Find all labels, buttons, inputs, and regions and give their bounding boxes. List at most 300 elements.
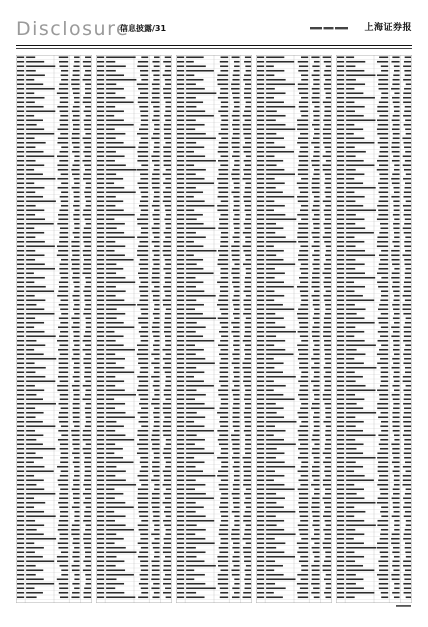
cell-number-glyphs (74, 371, 80, 373)
cell-number-glyphs (234, 290, 239, 292)
cell-number-glyphs (244, 61, 251, 63)
cell-name-glyphs (266, 394, 283, 396)
cell-name-glyphs (346, 191, 354, 193)
cell-code-glyphs (177, 218, 184, 220)
cell-number-glyphs (85, 407, 91, 409)
cell-number-glyphs (58, 479, 69, 481)
cell-name-glyphs (106, 403, 125, 405)
cell-number-glyphs (403, 362, 411, 364)
cell-number-glyphs (392, 173, 399, 175)
cell-number-glyphs (393, 214, 400, 216)
cell-number-glyphs (326, 259, 331, 261)
cell-number-glyphs (141, 587, 148, 589)
cell-number-glyphs (85, 380, 91, 382)
cell-number-glyphs (298, 227, 308, 229)
cell-code-glyphs (177, 236, 184, 238)
cell-name-glyphs (106, 578, 116, 580)
cell-name-glyphs (186, 83, 196, 85)
cell-code-glyphs (177, 119, 184, 121)
cell-number-glyphs (154, 236, 160, 238)
cell-code-glyphs (337, 412, 344, 414)
cell-number-glyphs (245, 439, 251, 441)
cell-number-glyphs (325, 430, 331, 432)
cell-code-glyphs (17, 367, 24, 369)
cell-number-glyphs (152, 241, 160, 243)
cell-number-glyphs (298, 83, 308, 85)
cell-number-glyphs (232, 115, 240, 117)
cell-name-glyphs (266, 205, 285, 207)
cell-number-glyphs (380, 551, 388, 553)
listing-columns (16, 55, 412, 603)
cell-code-glyphs (257, 259, 264, 261)
disclosure-listing (16, 55, 412, 603)
cell-code-glyphs (177, 430, 184, 432)
cell-number-glyphs (392, 142, 400, 144)
cell-number-glyphs (298, 596, 308, 598)
cell-number-glyphs (314, 533, 320, 535)
cell-code-glyphs (337, 380, 344, 382)
cell-code-glyphs (337, 196, 344, 198)
cell-number-glyphs (59, 538, 68, 540)
cell-name-glyphs (346, 308, 365, 310)
cell-number-glyphs (85, 470, 91, 472)
cell-number-glyphs (154, 146, 160, 148)
cell-name-glyphs (266, 529, 284, 531)
cell-number-glyphs (84, 308, 91, 310)
cell-name-glyphs (106, 79, 136, 81)
cell-name-glyphs (106, 416, 135, 418)
cell-number-glyphs (58, 547, 68, 549)
cell-number-glyphs (221, 56, 229, 58)
cell-number-glyphs (377, 457, 388, 459)
cell-number-glyphs (326, 92, 331, 94)
cell-name-glyphs (346, 497, 364, 499)
cell-number-glyphs (138, 524, 148, 526)
cell-code-glyphs (337, 533, 344, 535)
masthead-subrule (16, 48, 412, 49)
cell-name-glyphs (186, 88, 205, 90)
cell-number-glyphs (61, 425, 68, 427)
cell-number-glyphs (244, 92, 251, 94)
cell-number-glyphs (218, 146, 228, 148)
cell-number-glyphs (73, 398, 79, 400)
cell-code-glyphs (97, 529, 104, 531)
cell-code-glyphs (97, 407, 104, 409)
cell-number-glyphs (377, 524, 388, 526)
cell-name-glyphs (106, 524, 125, 526)
cell-name-glyphs (106, 146, 135, 148)
cell-number-glyphs (377, 119, 388, 121)
cell-number-glyphs (403, 164, 411, 166)
cell-code-glyphs (257, 470, 264, 472)
cell-code-glyphs (337, 232, 344, 234)
cell-number-glyphs (232, 448, 239, 450)
cell-name-glyphs (186, 565, 216, 567)
cell-number-glyphs (152, 173, 159, 175)
cell-number-glyphs (314, 371, 320, 373)
cell-code-glyphs (257, 155, 264, 157)
cell-name-glyphs (106, 119, 124, 121)
cell-number-glyphs (404, 124, 411, 126)
cell-name-glyphs (346, 439, 355, 441)
cell-code-glyphs (97, 88, 104, 90)
cell-number-glyphs (139, 106, 148, 108)
cell-number-glyphs (163, 578, 171, 580)
cell-name-glyphs (266, 209, 274, 211)
cell-number-glyphs (82, 434, 91, 436)
cell-number-glyphs (403, 416, 411, 418)
cell-number-glyphs (85, 344, 91, 346)
cell-number-glyphs (297, 196, 308, 198)
cell-code-glyphs (257, 61, 264, 63)
cell-number-glyphs (405, 547, 411, 549)
cell-name-glyphs (266, 178, 275, 180)
cell-name-glyphs (186, 466, 195, 468)
cell-number-glyphs (138, 146, 148, 148)
cell-name-glyphs (346, 574, 356, 576)
cell-code-glyphs (17, 223, 24, 225)
cell-name-glyphs (346, 506, 354, 508)
cell-number-glyphs (234, 187, 240, 189)
cell-number-glyphs (325, 205, 331, 207)
cell-number-glyphs (165, 533, 171, 535)
cell-number-glyphs (245, 511, 251, 513)
cell-name-glyphs (266, 524, 276, 526)
cell-number-glyphs (84, 227, 91, 229)
cell-number-glyphs (154, 349, 160, 351)
cell-name-glyphs (186, 551, 205, 553)
cell-name-glyphs (186, 448, 204, 450)
cell-number-glyphs (72, 592, 80, 594)
cell-number-glyphs (85, 574, 91, 576)
cell-name-glyphs (346, 128, 363, 130)
cell-number-glyphs (300, 133, 308, 135)
cell-name-glyphs (266, 506, 284, 508)
cell-name-glyphs (26, 479, 44, 481)
cell-name-glyphs (266, 461, 285, 463)
cell-code-glyphs (17, 227, 24, 229)
cell-number-glyphs (85, 133, 91, 135)
cell-code-glyphs (177, 511, 184, 513)
cell-number-glyphs (217, 475, 228, 477)
cell-number-glyphs (379, 173, 388, 175)
cell-number-glyphs (244, 137, 251, 139)
cell-name-glyphs (106, 565, 116, 567)
cell-code-glyphs (177, 515, 184, 517)
cell-name-glyphs (266, 421, 296, 423)
cell-number-glyphs (61, 277, 69, 279)
cell-code-glyphs (17, 560, 24, 562)
cell-name-glyphs (186, 200, 205, 202)
cell-code-glyphs (177, 434, 184, 436)
cell-number-glyphs (137, 151, 148, 153)
cell-number-glyphs (164, 128, 171, 130)
cell-code-glyphs (337, 200, 344, 202)
cell-name-glyphs (106, 254, 125, 256)
cell-code-glyphs (177, 574, 184, 576)
cell-number-glyphs (231, 88, 239, 90)
newspaper-name: 上海证券报 (364, 23, 412, 33)
cell-number-glyphs (85, 218, 91, 220)
cell-number-glyphs (219, 173, 228, 175)
cell-code-glyphs (177, 245, 184, 247)
cell-name-glyphs (106, 223, 125, 225)
cell-number-glyphs (140, 110, 148, 112)
cell-name-glyphs (26, 317, 35, 319)
cell-number-glyphs (83, 452, 91, 454)
cell-number-glyphs (245, 56, 251, 58)
cell-number-glyphs (60, 475, 68, 477)
cell-code-glyphs (97, 502, 104, 504)
cell-name-glyphs (346, 389, 375, 391)
cell-number-glyphs (298, 317, 309, 319)
cell-number-glyphs (245, 443, 251, 445)
cell-number-glyphs (221, 461, 228, 463)
cell-number-glyphs (405, 160, 411, 162)
cell-number-glyphs (326, 425, 331, 427)
cell-number-glyphs (154, 529, 159, 531)
cell-number-glyphs (381, 596, 388, 598)
cell-code-glyphs (97, 578, 104, 580)
cell-name-glyphs (106, 394, 136, 396)
cell-code-glyphs (337, 583, 344, 585)
cell-name-glyphs (346, 542, 364, 544)
cell-code-glyphs (177, 466, 184, 468)
cell-number-glyphs (72, 452, 79, 454)
cell-number-glyphs (139, 511, 148, 513)
cell-number-glyphs (311, 358, 319, 360)
cell-number-glyphs (244, 479, 251, 481)
cell-code-glyphs (257, 340, 264, 342)
cell-code-glyphs (97, 299, 104, 301)
cell-name-glyphs (346, 443, 363, 445)
cell-number-glyphs (233, 556, 240, 558)
cell-number-glyphs (221, 119, 228, 121)
cell-number-glyphs (324, 389, 331, 391)
cell-name-glyphs (26, 124, 37, 126)
cell-number-glyphs (325, 556, 331, 558)
cell-number-glyphs (154, 488, 159, 490)
cell-number-glyphs (323, 421, 331, 423)
cell-name-glyphs (106, 92, 115, 94)
cell-number-glyphs (405, 272, 411, 274)
cell-number-glyphs (153, 322, 160, 324)
cell-number-glyphs (325, 520, 331, 522)
cell-name-glyphs (106, 137, 116, 139)
cell-name-glyphs (186, 151, 194, 153)
cell-code-glyphs (17, 421, 24, 423)
cell-number-glyphs (74, 511, 79, 513)
cell-number-glyphs (324, 286, 331, 288)
cell-number-glyphs (153, 313, 160, 315)
cell-name-glyphs (186, 173, 196, 175)
cell-number-glyphs (301, 538, 308, 540)
cell-name-glyphs (346, 452, 363, 454)
cell-number-glyphs (154, 191, 160, 193)
cell-number-glyphs (221, 466, 228, 468)
cell-number-glyphs (392, 394, 400, 396)
cell-number-glyphs (311, 286, 319, 288)
cell-code-glyphs (177, 200, 184, 202)
cell-code-glyphs (177, 272, 184, 274)
cell-number-glyphs (58, 128, 69, 130)
cell-number-glyphs (232, 511, 240, 513)
cell-code-glyphs (257, 65, 264, 67)
cell-number-glyphs (391, 542, 399, 544)
cell-number-glyphs (164, 115, 171, 117)
cell-number-glyphs (140, 398, 148, 400)
cell-number-glyphs (299, 322, 308, 324)
cell-number-glyphs (403, 205, 411, 207)
cell-code-glyphs (257, 421, 264, 423)
cell-number-glyphs (141, 227, 148, 229)
cell-name-glyphs (346, 277, 375, 279)
cell-name-glyphs (266, 389, 274, 391)
cell-number-glyphs (219, 353, 228, 355)
cell-name-glyphs (266, 151, 294, 153)
cell-number-glyphs (393, 349, 400, 351)
cell-name-glyphs (346, 425, 356, 427)
cell-number-glyphs (153, 344, 160, 346)
cell-name-glyphs (346, 241, 364, 243)
cell-number-glyphs (73, 74, 80, 76)
cell-code-glyphs (17, 263, 24, 265)
cell-number-glyphs (164, 322, 171, 324)
cell-number-glyphs (233, 407, 240, 409)
cell-code-glyphs (97, 151, 104, 153)
cell-number-glyphs (381, 326, 388, 328)
cell-number-glyphs (245, 587, 251, 589)
cell-code-glyphs (177, 520, 184, 522)
cell-number-glyphs (217, 304, 228, 306)
cell-code-glyphs (97, 511, 104, 513)
cell-number-glyphs (392, 412, 399, 414)
cell-number-glyphs (403, 484, 411, 486)
cell-name-glyphs (26, 421, 43, 423)
cell-code-glyphs (97, 209, 104, 211)
cell-number-glyphs (324, 299, 331, 301)
cell-name-glyphs (106, 412, 125, 414)
cell-number-glyphs (232, 416, 239, 418)
cell-number-glyphs (297, 583, 308, 585)
cell-number-glyphs (323, 398, 331, 400)
cell-number-glyphs (59, 241, 68, 243)
cell-number-glyphs (57, 389, 68, 391)
cell-number-glyphs (406, 596, 411, 598)
cell-number-glyphs (60, 511, 68, 513)
cell-number-glyphs (314, 250, 320, 252)
cell-number-glyphs (299, 416, 309, 418)
cell-number-glyphs (324, 317, 331, 319)
cell-number-glyphs (234, 182, 240, 184)
cell-name-glyphs (266, 160, 283, 162)
cell-number-glyphs (60, 331, 68, 333)
cell-name-glyphs (106, 124, 134, 126)
cell-number-glyphs (323, 326, 331, 328)
cell-name-glyphs (26, 380, 55, 382)
cell-number-glyphs (325, 466, 331, 468)
cell-name-glyphs (26, 353, 44, 355)
cell-number-glyphs (61, 434, 68, 436)
cell-number-glyphs (83, 214, 91, 216)
cell-code-glyphs (337, 142, 344, 144)
cell-number-glyphs (391, 178, 399, 180)
cell-name-glyphs (186, 457, 194, 459)
cell-code-glyphs (17, 241, 24, 243)
cell-number-glyphs (233, 286, 239, 288)
cell-code-glyphs (17, 556, 24, 558)
cell-code-glyphs (17, 182, 24, 184)
cell-number-glyphs (85, 205, 91, 207)
cell-number-glyphs (233, 218, 239, 220)
cell-number-glyphs (73, 232, 80, 234)
cell-number-glyphs (73, 479, 80, 481)
cell-number-glyphs (313, 299, 320, 301)
cell-number-glyphs (381, 515, 388, 517)
cell-number-glyphs (392, 259, 400, 261)
cell-code-glyphs (257, 353, 264, 355)
cell-name-glyphs (26, 205, 35, 207)
cell-number-glyphs (312, 547, 320, 549)
cell-code-glyphs (177, 376, 184, 378)
cell-number-glyphs (59, 160, 68, 162)
cell-name-glyphs (266, 254, 276, 256)
cell-number-glyphs (311, 380, 320, 382)
cell-name-glyphs (346, 200, 355, 202)
cell-number-glyphs (298, 439, 308, 441)
cell-name-glyphs (266, 277, 275, 279)
cell-number-glyphs (405, 511, 411, 513)
cell-number-glyphs (244, 200, 251, 202)
cell-number-glyphs (72, 434, 80, 436)
cell-number-glyphs (379, 569, 388, 571)
cell-code-glyphs (177, 191, 184, 193)
cell-number-glyphs (298, 173, 308, 175)
cell-number-glyphs (313, 430, 319, 432)
cell-number-glyphs (297, 286, 308, 288)
cell-name-glyphs (106, 434, 125, 436)
cell-number-glyphs (314, 412, 320, 414)
cell-code-glyphs (97, 587, 104, 589)
cell-code-glyphs (337, 434, 344, 436)
cell-number-glyphs (380, 556, 388, 558)
cell-number-glyphs (314, 214, 320, 216)
cell-number-glyphs (245, 574, 251, 576)
cell-number-glyphs (392, 119, 400, 121)
cell-number-glyphs (152, 182, 160, 184)
cell-number-glyphs (61, 551, 68, 553)
cell-name-glyphs (26, 538, 56, 540)
cell-number-glyphs (153, 106, 159, 108)
cell-name-glyphs (26, 173, 43, 175)
cell-number-glyphs (313, 520, 319, 522)
cell-number-glyphs (219, 380, 228, 382)
cell-number-glyphs (218, 344, 228, 346)
cell-number-glyphs (298, 223, 308, 225)
cell-code-glyphs (257, 308, 264, 310)
cell-number-glyphs (166, 529, 171, 531)
cell-number-glyphs (61, 407, 69, 409)
cell-code-glyphs (337, 349, 344, 351)
cell-name-glyphs (106, 520, 115, 522)
cell-number-glyphs (404, 592, 411, 594)
cell-number-glyphs (311, 592, 319, 594)
cell-name-glyphs (26, 295, 35, 297)
cell-code-glyphs (17, 56, 24, 58)
cell-number-glyphs (393, 470, 400, 472)
cell-number-glyphs (313, 326, 320, 328)
cell-name-glyphs (186, 331, 196, 333)
